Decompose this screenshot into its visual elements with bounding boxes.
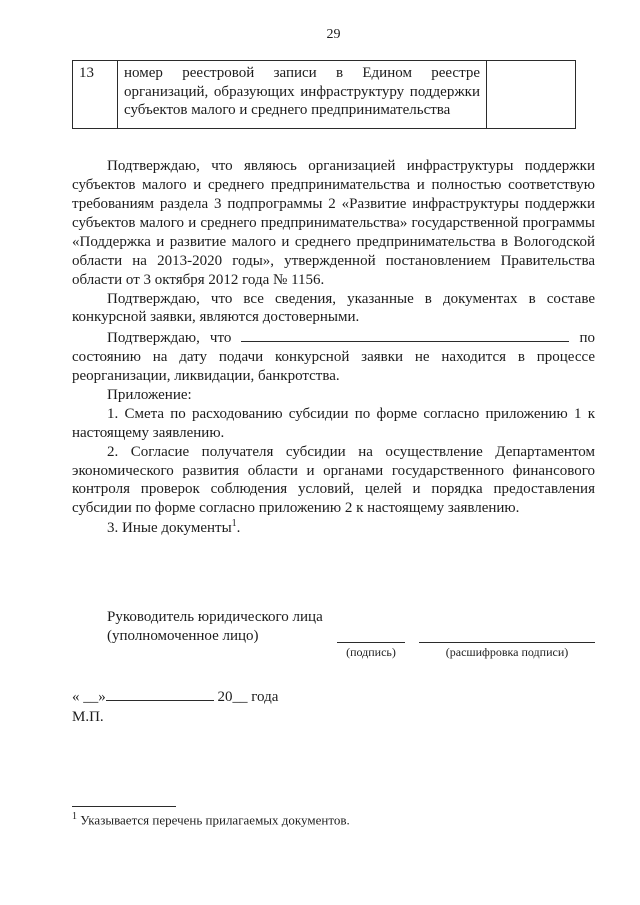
attachment-item-2: 2. Согласие получателя субсидии на осуществление Департаментом экономического развития области и органами государственного финансового контроля проверок соблюдения условий, целей и порядка предоставления субсидии по форме согласно приложению 2 к настоящему заявлению. <box>72 443 595 517</box>
row-index-cell: 13 <box>73 60 118 129</box>
date-line <box>72 686 595 707</box>
footnote-marker: 1 <box>72 811 77 822</box>
footnote-reference: 1 <box>231 518 237 530</box>
row-description-cell: номер реестровой записи в Едином реестре организаций, образующих инфраструктуру поддержки субъектов малого и среднего предпринимательства <box>118 60 487 129</box>
organization-name-blank <box>241 327 569 342</box>
confirm3-start: Подтверждаю, что <box>107 330 232 347</box>
signatory-role <box>107 608 337 646</box>
registry-table <box>72 60 576 130</box>
confirmation-paragraph-1: Подтверждаю, что являюсь организацией инфраструктуры поддержки субъектов малого и среднего предпринимательства и полностью соответствую требованиям раздела 3 подпрограммы 2 «Развитие инфраструктуры поддержки субъектов малого и среднего предпринимательства» государственной программы «Поддержка и развитие малого и среднего предпринимательства в Вологодской области на 2013-2020 годы», утвержденной постановлением Правительства области от 3 октября 2012 года № 1156. <box>72 158 595 288</box>
confirmation-paragraph-2: Подтверждаю, что все сведения, указанные в документах в составе конкурсной заявки, являются достоверными. <box>72 290 595 326</box>
signature-block <box>107 608 595 659</box>
attachment-heading: Приложение: <box>107 386 192 403</box>
signature-field <box>337 626 405 660</box>
signature-label: (подпись) <box>346 644 396 659</box>
row-value-cell <box>487 60 576 129</box>
date-prefix: « __» <box>72 688 106 705</box>
signature-decode-label: (расшифровка подписи) <box>445 644 569 659</box>
footnote-area <box>72 806 502 829</box>
signature-blank <box>337 626 405 643</box>
signature-lines <box>337 626 595 660</box>
footnote-divider <box>72 806 176 807</box>
footnote-text <box>72 811 502 829</box>
signature-decode-blank <box>419 626 595 643</box>
signatory-role-line2: (уполномоченное лицо) <box>107 628 259 644</box>
item3-text: 3. Иные документы <box>107 520 232 537</box>
date-suffix: 20__ года <box>217 688 279 705</box>
attachment-item-1: 1. Смета по расходованию субсидии по форме согласно приложению 1 к настоящему заявлению. <box>72 405 595 441</box>
date-blank <box>106 686 214 701</box>
confirmation-paragraph-3 <box>72 327 595 386</box>
table-row <box>73 60 576 129</box>
signatory-role-line1: Руководитель юридического лица <box>107 609 323 626</box>
item3-period: . <box>236 520 241 537</box>
attachment-item-3 <box>72 518 595 538</box>
page-number: 29 <box>326 27 341 42</box>
confirm3-rest: состоянию на дату подачи конкурсной заявки не находится в процессе реорганизации, ликвидации, банкротства. <box>72 349 595 385</box>
signature-decode-field <box>419 626 595 660</box>
confirm3-after-blank: по <box>579 330 596 347</box>
stamp-placeholder: М.П. <box>72 708 104 725</box>
footnote-body: Указывается перечень прилагаемых документов. <box>80 812 350 828</box>
